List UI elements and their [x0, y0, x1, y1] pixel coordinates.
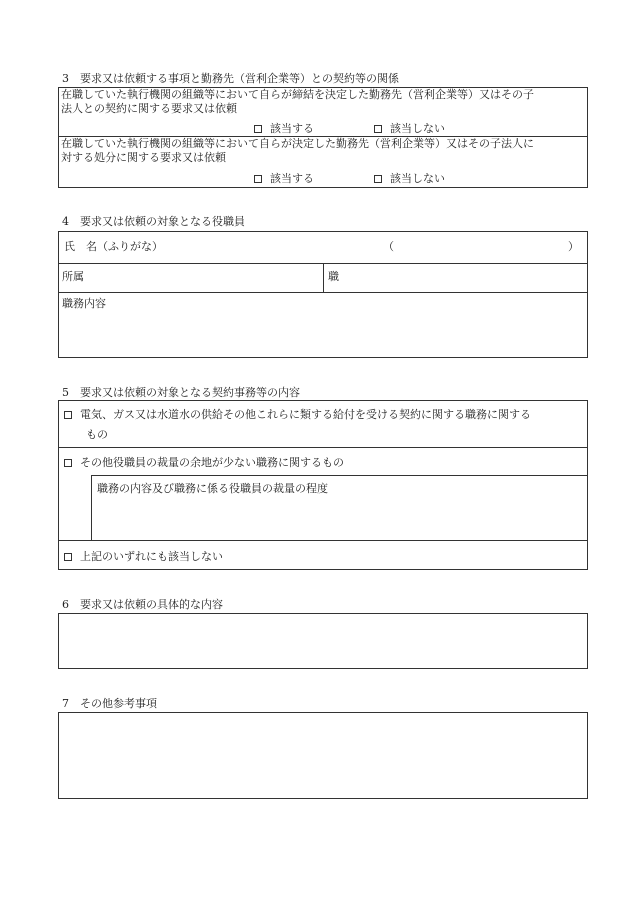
section-7-input-box[interactable] [58, 712, 588, 799]
item3-label: 上記のいずれにも該当しない [80, 550, 223, 563]
section-3-row2-option-no[interactable] [374, 170, 445, 186]
checkbox-icon[interactable] [254, 175, 262, 183]
option-no-label: 該当しない [390, 122, 445, 135]
section-3-row2-line1: 在職していた執行機関の組織等において自らが決定した勤務先（営利企業等）又はその子法人に [61, 137, 534, 150]
item2-label: その他役職員の裁量の余地が少ない職務に関するもの [80, 456, 344, 469]
section-5-item1[interactable] [64, 406, 531, 422]
section-3-title: 3 要求又は依頼する事項と勤務先（営利企業等）との契約等の関係 [62, 72, 399, 85]
section-5-title: 5 要求又は依頼の対象となる契約事務等の内容 [62, 386, 300, 399]
section-5-item3[interactable] [64, 548, 223, 564]
furigana-paren-close: ） [568, 240, 579, 253]
section-3-row1-line1: 在職していた執行機関の組織等において自らが締結を決定した勤務先（営利企業等）又はその子 [61, 88, 534, 101]
option-no-label: 該当しない [390, 172, 445, 185]
checkbox-icon[interactable] [64, 553, 72, 561]
section-3-row2-line2: 対する処分に関する要求又は依頼 [61, 151, 226, 164]
name-label: 氏 名（ふりがな） [64, 240, 163, 253]
item1-line2: もの [86, 428, 108, 441]
position-label: 職 [328, 270, 339, 283]
section-7-title: 7 その他参考事項 [62, 697, 157, 710]
section-5-divider-1 [58, 447, 588, 448]
section-6-input-box[interactable] [58, 613, 588, 669]
section-3-row1-line2: 法人との契約に関する要求又は依頼 [61, 102, 237, 115]
section-4-vdivider [323, 263, 324, 292]
option-yes-label: 該当する [270, 122, 314, 135]
section-6-title: 6 要求又は依頼の具体的な内容 [62, 598, 223, 611]
section-4-title: 4 要求又は依頼の対象となる役職員 [62, 215, 245, 228]
checkbox-icon[interactable] [64, 459, 72, 467]
section-4-divider-2 [58, 292, 588, 293]
item2-detail-label: 職務の内容及び職務に係る役職員の裁量の程度 [97, 482, 328, 495]
checkbox-icon[interactable] [374, 125, 382, 133]
checkbox-icon[interactable] [254, 125, 262, 133]
section-3-row1-option-yes[interactable] [254, 120, 314, 136]
affiliation-label: 所属 [62, 270, 84, 283]
duties-label: 職務内容 [62, 297, 106, 310]
furigana-paren-open: （ [383, 240, 394, 253]
option-yes-label: 該当する [270, 172, 314, 185]
checkbox-icon[interactable] [374, 175, 382, 183]
section-3-row2-option-yes[interactable] [254, 170, 314, 186]
section-5-item2[interactable] [64, 454, 344, 470]
checkbox-icon[interactable] [64, 411, 72, 419]
item1-line1: 電気、ガス又は水道水の供給その他これらに類する給付を受ける契約に関する職務に関する [80, 408, 531, 421]
section-3-row1-option-no[interactable] [374, 120, 445, 136]
